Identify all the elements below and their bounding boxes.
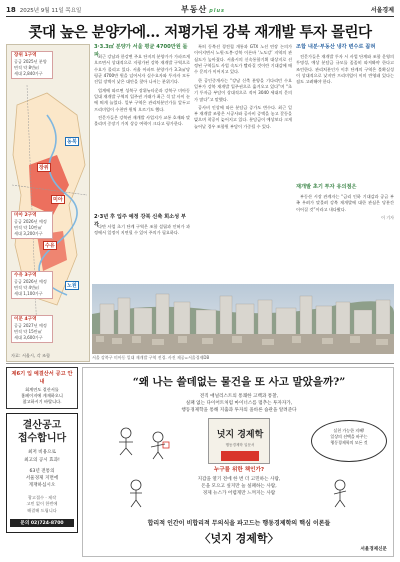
- article-col-3b: 부동산 시장 관계자는 “금리 인하 기대감과 공급 부족 우려가 맞물려 강북 재개발에 대한 관심은 당분간 이어질 것”이라고 내다봤다. 이 기자: [296, 194, 394, 220]
- notice-ad: 제6기 입 예결산서 공고 안내 회계연도 결산서를 홈페이지에 게재하오니 참고하시기 바랍니다.: [6, 367, 78, 409]
- page-header: [6, 3, 394, 17]
- map-pin-dongbuk: 동북: [67, 139, 77, 145]
- map-caption: 자료: 서울시, 각 조합: [11, 353, 51, 358]
- map-pin-nowon: 노원: [67, 283, 77, 289]
- ad-bubble: 실천 가능한 지혜! 일상의 선택을 바꾸는 행동경제학의 모든 것: [311, 420, 387, 462]
- cityscape-graphic: [92, 284, 394, 354]
- cartoon-thinker-icon: [327, 478, 353, 508]
- subhead-4: 재개발 초기 투자 유의점은: [296, 184, 357, 190]
- article-col-2: 특히 동북선 경전철 개통과 GTX 노선 연장 논의가 이어지면서 노원·도봉·강북 이른바 ‘노도강’ 지역의 관심도가 높아졌다. 서울시의 신속통합기획 대상지로 선정된 구역들도 사업 속도가 빨라질 것이란 기대감에 매수 문의가 이어지고 있다. 한 공인중개사는 “강남 신축 분양을 기다리던 수요 일부가 강북 재개발 입주권으로 옮겨오고 있다”며 “초기 투자금 부담이 상대적으로 적어 3040 세대의 문의가 많다”고 말했다. 공사비 인상에 따른 분담금 증가도 변수다. 최근 일부 재개발 조합은 시공사와 공사비 증액을 놓고 갈등을 빚으며 착공이 늦어지고 있다. 분담금이 예상보다 크게 늘어날 경우 조합원 부담이 가중될 수 있다.: [194, 44, 292, 129]
- article-col-3: 전문가들은 재개발 투자 시 사업 단계와 조합 운영의 투명성, 예상 분담금 규모를 꼼꼼히 따져봐야 한다고 조언한다. 관리처분인가 이후 단계의 구역은 불확실성이 상대적으로 낮지만 프리미엄이 이미 반영돼 있다는 점도 고려해야 한다.: [296, 54, 394, 85]
- book-cover: 넛지 경제학 행동경제학 입문서: [208, 418, 270, 464]
- ad-quote: “왜 나는 쓸데없는 물건을 또 사고 말았을까?”: [132, 376, 346, 388]
- zone-box-2: 미아 2구역 공급 2026년 예정 면적 약 10만㎡ 세대 3,200가구: [11, 211, 53, 239]
- zone-box-1: 장위 1구역 공급 2025년 분양 면적 약 8만㎡ 세대 2,840가구: [11, 51, 53, 79]
- map-pin-suyu: 수유: [45, 243, 55, 249]
- zone-box-4: 이문 4구역 공급 2027년 예정 면적 약 15만㎡ 세대 3,600가구: [11, 315, 53, 343]
- cartoon-figure-icon: [113, 426, 139, 456]
- paper-name: 서울경제: [370, 7, 394, 14]
- photo-caption: 서울 강북구 미아동 일대 재개발 구역 전경. 사진 제공=서울경제DB: [92, 355, 210, 360]
- target-readers: 누구를 위한 책인가? 지갑을 열기 전에 한 번 더 고민하는 사람, 돈을 모으고 싶지만 늘 실패하는 사람, 경제 뉴스가 어렵게만 느껴지는 사람: [197, 467, 281, 496]
- byline: 이 기자: [381, 214, 394, 220]
- ad-phone: 문의 02)724-8700: [10, 519, 74, 527]
- article-col-1: 최근 강남과 한강변 주요 단지의 분양가가 가파르게 오르면서 상대적으로 저평가된 강북 재개발 구역으로 수요가 몰리고 있다. 서울 아파트 분양가가 3.3㎡당 평균 4700만 원을 넘어서자 실수요자와 투자자 모두 진입 장벽이 낮은 대안을 찾아 나서는 분위기다. 업계에 따르면 성북구 장위뉴타운과 강북구 미아동 일대 재개발 구역의 입주권 거래가 최근 석 달 사이 눈에 띄게 늘었다. 일부 구역은 관리처분인가를 앞두고 프리미엄이 수천만 원씩 오르기도 했다. 전문가들은 강북권 재개발 사업지가 교통 호재와 맞물리며 중장기 가치 상승 여력이 크다고 평가한다.: [94, 54, 190, 127]
- article-col-1b: 다만 사업 초기 단계 구역은 조합 설립과 인허가 과정에서 일정이 지연될 수 있어 주의가 필요하다.: [94, 224, 190, 236]
- publisher: 서울경제신문: [360, 547, 387, 552]
- subhead-2: 2·3년 후 입주 예정 강북 신축 희소성 부각: [94, 214, 186, 228]
- issue-date: 2025년 9월 11일 목요일: [19, 7, 82, 14]
- cartoon-shopper-icon: [145, 430, 171, 460]
- redevelopment-map: [6, 44, 90, 362]
- subhead-3: 조합 내분·부동산 냉각 변수로 꼽혀: [296, 44, 376, 50]
- map-pin-mia: 미아: [53, 197, 63, 203]
- side-ad-column: [6, 367, 78, 557]
- cartoon-reader-icon: [123, 478, 149, 508]
- ad-lead: 전직 애널리스트의 통쾌한 고백과 통찰, 실패 없는 다이어트처럼 마이너스를 멈추는 투자자가, 행동경제학을 통해 지출과 투자의 올바른 습관을 알려준다: [181, 394, 297, 413]
- ad-tagline: 합리적 인간이 비합리적 무의식을 파고드는 행동경제학의 핵심 이론들: [147, 520, 331, 527]
- section-title: 부동산 plus: [181, 5, 226, 14]
- section-divider: [6, 363, 394, 364]
- map-pin-jangwi: 장위: [39, 165, 49, 171]
- headline: 콧대 높은 분양가에… 저평가된 강북 재개발 투자 몰린다: [28, 24, 372, 41]
- book-advertisement: [82, 367, 394, 557]
- book-title: 〈넛지 경제학〉: [199, 532, 279, 545]
- zone-box-3: 수유 3구역 공급 2026년 예정 면적 약 4만㎡ 세대 1,100가구: [11, 271, 53, 299]
- page-number: 18: [6, 5, 16, 14]
- cityscape-photo: [92, 284, 394, 354]
- subhead-1: 3·3.3㎡ 분양가 서울 평균 4700만원 돌파: [94, 44, 188, 58]
- settlement-notice-ad: 결산공고 접수합니다 최저 비용으로 최고의 공시 효과! 63년 전통의 서울경제 지면에 게재하십시오 광고접수 · 제작 고민 없이 한번에 해결해 드립니다 문의 02)724-8700: [6, 413, 78, 532]
